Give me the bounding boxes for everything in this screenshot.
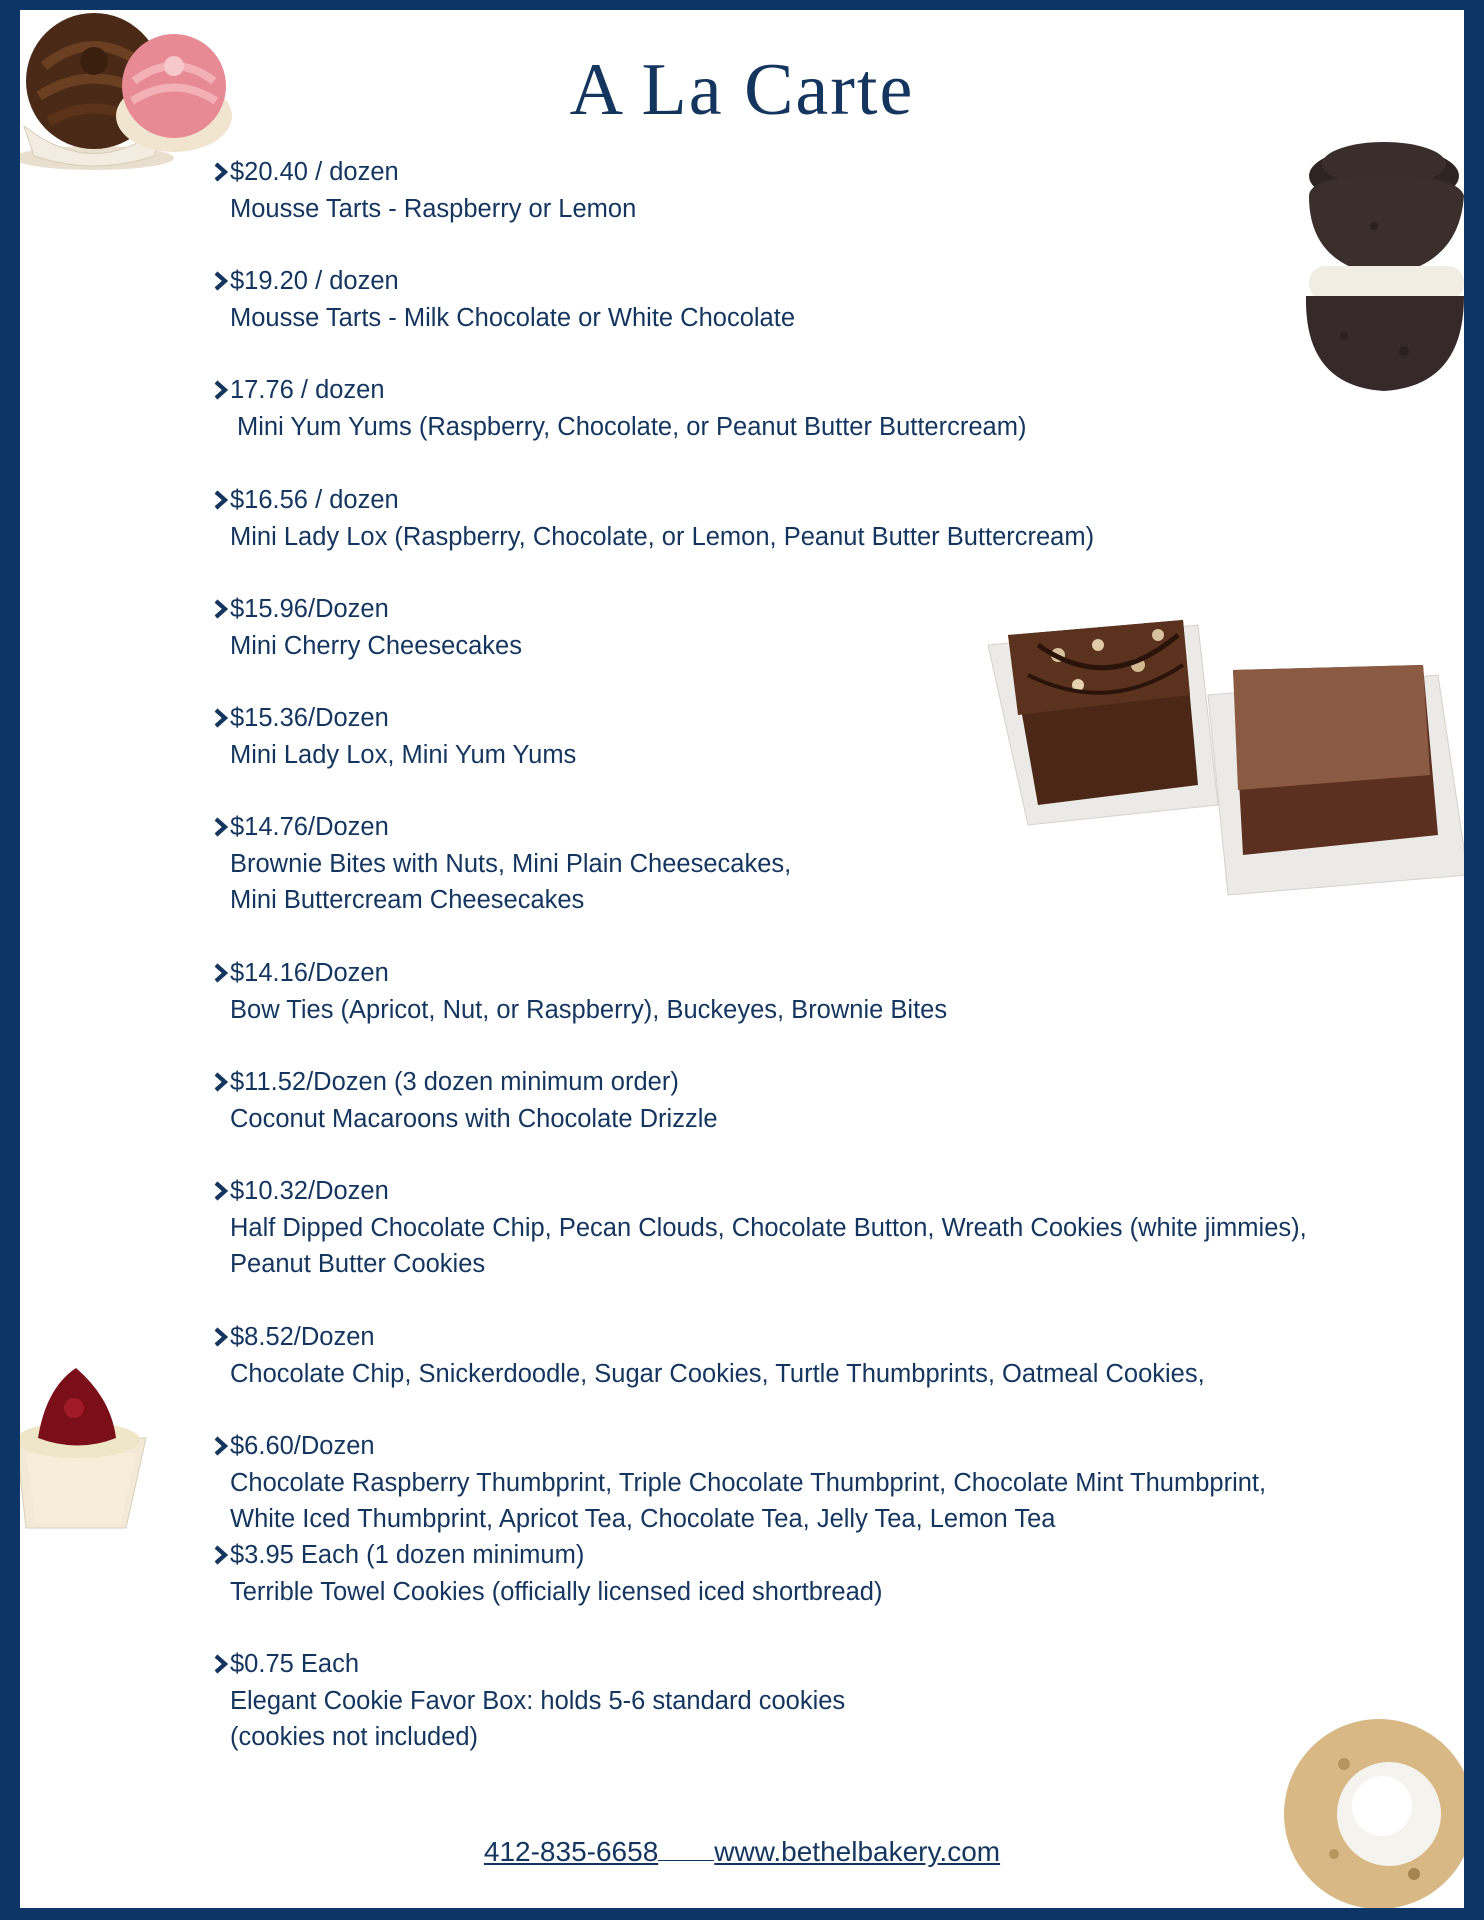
price-entry — [213, 372, 1026, 445]
brownies-image — [968, 575, 1464, 905]
price-line — [213, 1064, 718, 1101]
price-line — [213, 482, 1094, 519]
website-link[interactable]: www.bethelbakery.com — [714, 1836, 1001, 1867]
price-entry — [213, 591, 522, 664]
item-description: Chocolate Raspberry Thumbprint, Triple Chocolate Thumbprint, Chocolate Mint Thumbprint, — [230, 1468, 1267, 1497]
phone-link[interactable]: 412-835-6658 — [483, 1836, 659, 1867]
price-entry — [213, 955, 947, 1028]
price-label: $0.75 Each — [230, 1650, 360, 1678]
item-description: Mini Cherry Cheesecakes — [230, 631, 522, 660]
item-description: Brownie Bites with Nuts, Mini Plain Cheesecakes, — [230, 849, 792, 878]
price-label: $15.96/Dozen — [230, 595, 389, 623]
chevron-right-icon — [213, 598, 229, 620]
price-entry — [213, 1319, 1205, 1392]
price-label: $10.32/Dozen — [230, 1177, 389, 1205]
chevron-right-icon — [213, 489, 229, 511]
chevron-right-icon — [213, 1326, 229, 1348]
item-description: Terrible Towel Cookies (officially licensed iced shortbread) — [230, 1577, 883, 1606]
price-label: $8.52/Dozen — [230, 1323, 375, 1351]
price-entry — [213, 1428, 1266, 1538]
chevron-right-icon — [213, 379, 229, 401]
item-description: Chocolate Chip, Snickerdoodle, Sugar Cookies, Turtle Thumbprints, Oatmeal Cookies, — [230, 1359, 1205, 1388]
item-description: Mini Lady Lox, Mini Yum Yums — [230, 740, 577, 769]
item-description: White Iced Thumbprint, Apricot Tea, Chocolate Tea, Jelly Tea, Lemon Tea — [230, 1505, 1056, 1533]
price-line — [213, 955, 947, 992]
item-description: Mini Yum Yums (Raspberry, Chocolate, or Peanut Butter Buttercream) — [237, 412, 1027, 441]
price-line — [213, 372, 1026, 409]
item-description: (cookies not included) — [230, 1723, 479, 1751]
price-line — [213, 1319, 1205, 1356]
price-label: $11.52/Dozen (3 dozen minimum order) — [230, 1068, 679, 1096]
price-label: $3.95 Each (1 dozen minimum) — [230, 1541, 585, 1569]
price-label: 17.76 / dozen — [230, 376, 385, 404]
price-line — [213, 700, 576, 737]
price-label: $14.16/Dozen — [230, 959, 389, 987]
item-description: Mousse Tarts - Raspberry or Lemon — [230, 194, 637, 223]
price-line — [213, 1428, 1266, 1465]
chevron-right-icon — [213, 816, 229, 838]
chevron-right-icon — [213, 962, 229, 984]
item-description: Mousse Tarts - Milk Chocolate or White Chocolate — [230, 303, 795, 332]
footer-separator — [658, 1838, 714, 1861]
contact-footer — [20, 1836, 1464, 1868]
price-entry — [213, 700, 576, 773]
price-label: $6.60/Dozen — [230, 1432, 375, 1460]
price-entry — [213, 154, 636, 227]
price-entry — [213, 1173, 1307, 1283]
menu-page — [20, 10, 1464, 1908]
chevron-right-icon — [213, 1544, 229, 1566]
item-description: Mini Lady Lox (Raspberry, Chocolate, or Lemon, Peanut Butter Buttercream) — [230, 522, 1095, 551]
price-line — [213, 1173, 1307, 1210]
item-description: Bow Ties (Apricot, Nut, or Raspberry), Buckeyes, Brownie Bites — [230, 995, 948, 1024]
chevron-right-icon — [213, 707, 229, 729]
price-entry — [213, 1537, 882, 1610]
item-description: Elegant Cookie Favor Box: holds 5-6 standard cookies — [230, 1686, 846, 1715]
item-description: Coconut Macaroons with Chocolate Drizzle — [230, 1104, 718, 1133]
item-description: Mini Buttercream Cheesecakes — [230, 886, 585, 914]
price-entry — [213, 1646, 845, 1756]
price-label: $16.56 / dozen — [230, 486, 399, 514]
chevron-right-icon — [213, 161, 229, 183]
chevron-right-icon — [213, 1653, 229, 1675]
chevron-right-icon — [213, 270, 229, 292]
price-line — [213, 1646, 845, 1683]
price-entry — [213, 482, 1094, 555]
price-line — [213, 263, 795, 300]
price-label: $15.36/Dozen — [230, 704, 389, 732]
price-line — [213, 154, 636, 191]
price-entry — [213, 809, 791, 919]
whoopie-pie-image — [1284, 136, 1464, 396]
price-label: $19.20 / dozen — [230, 267, 399, 295]
price-label: $14.76/Dozen — [230, 813, 389, 841]
price-label: $20.40 / dozen — [230, 158, 399, 186]
price-line — [213, 809, 791, 846]
item-description: Peanut Butter Cookies — [230, 1250, 486, 1278]
chevron-right-icon — [213, 1435, 229, 1457]
iced-cookie-image — [1274, 1704, 1464, 1908]
price-line — [213, 591, 522, 628]
price-entry — [213, 1064, 718, 1137]
chevron-right-icon — [213, 1071, 229, 1093]
item-description: Half Dipped Chocolate Chip, Pecan Clouds, Chocolate Button, Wreath Cookies (white jimmies), — [230, 1213, 1307, 1242]
cherry-cheesecake-image — [20, 1358, 166, 1538]
chevron-right-icon — [213, 1180, 229, 1202]
price-entry — [213, 263, 795, 336]
price-line — [213, 1537, 882, 1574]
page-title: A La Carte — [569, 49, 915, 131]
